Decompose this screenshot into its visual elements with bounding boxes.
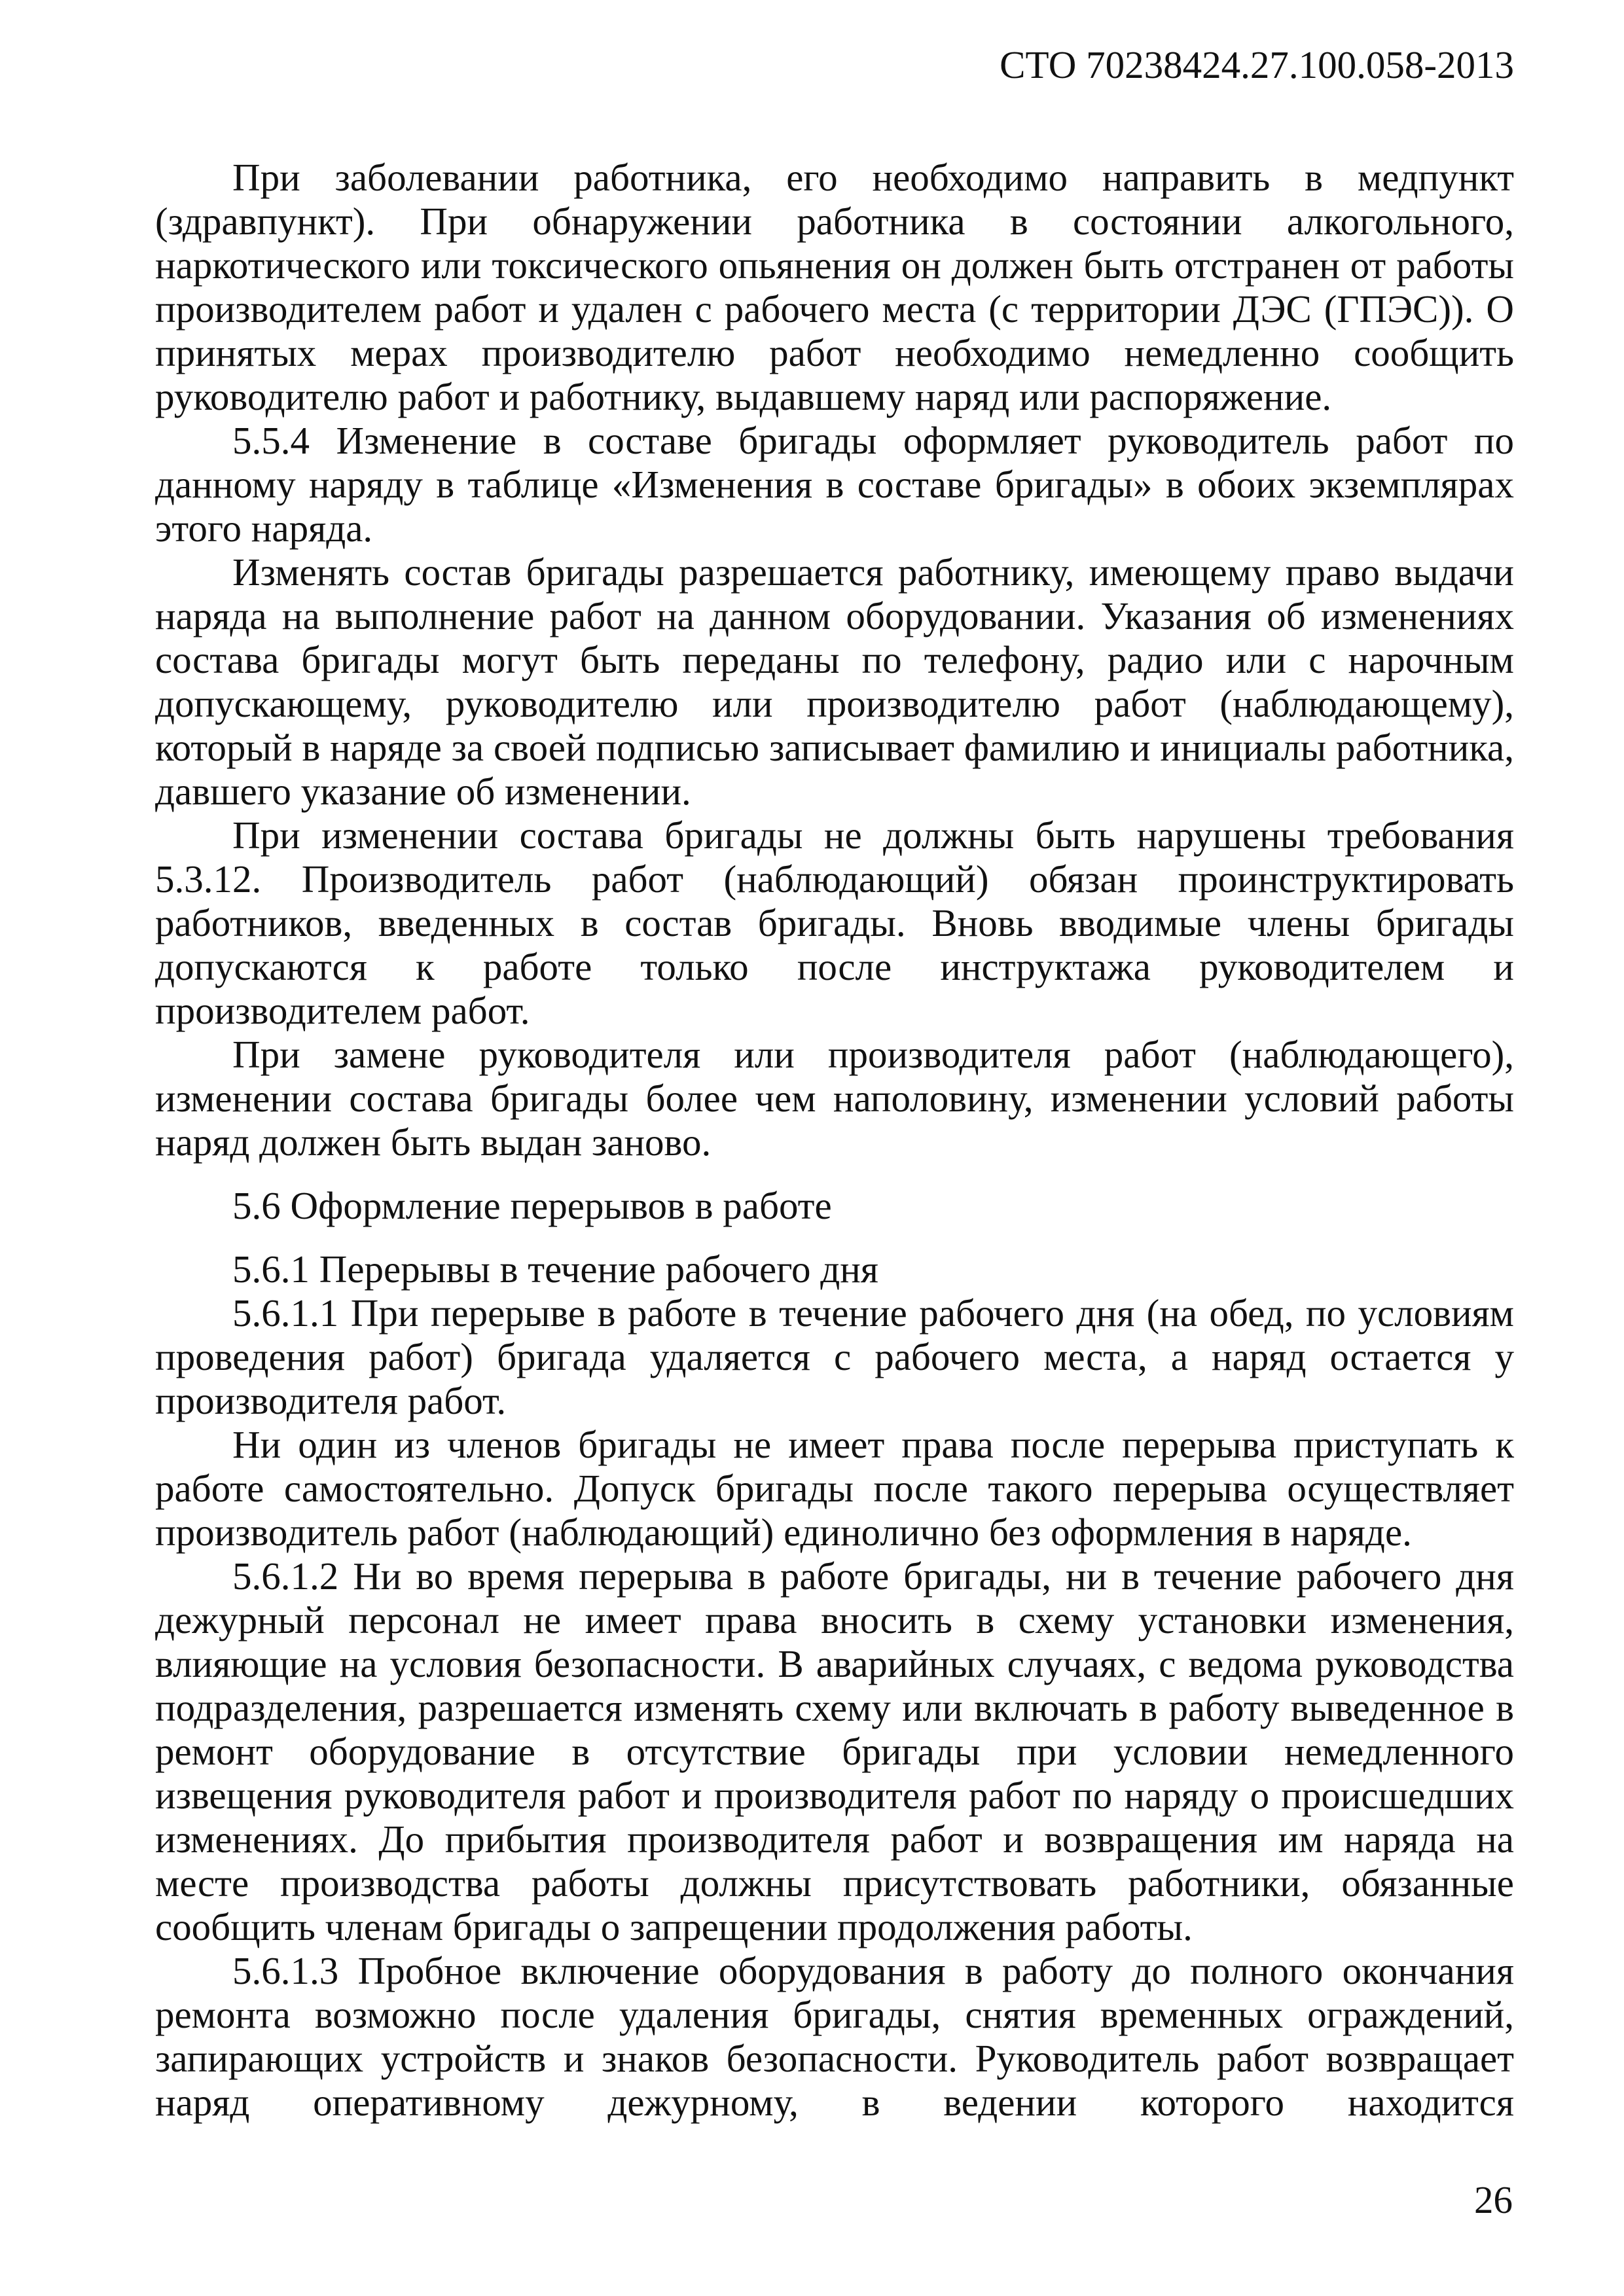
- section-heading-5-6: 5.6 Оформление перерывов в работе: [232, 1184, 832, 1227]
- clause-5-5-4: 5.5.4 Изменение в составе бригады оформляет руководитель работ по данному наряду в таблице «Изменения в составе бригады» в обоих экземплярах этого наряда.: [155, 419, 1514, 550]
- subsection-heading-5-6-1: 5.6.1 Перерывы в течение рабочего дня: [232, 1247, 878, 1291]
- clause-5-6-1-3: 5.6.1.3 Пробное включение оборудования в работу до полного окончания ремонта возможно после удаления бригады, снятия временных ограждений, запирающих устройств и знаков безопасности. Руководитель работ возвращает наряд оперативному дежурному, в ведении которого находится: [155, 1949, 1514, 2124]
- clause-5-6-1-1: 5.6.1.1 При перерыве в работе в течение рабочего дня (на обед, по условиям проведения работ) бригада удаляется с рабочего места, а наряд остается у производителя работ.: [155, 1291, 1514, 1422]
- page-number: 26: [1474, 2178, 1513, 2221]
- paragraph-reissue: При замене руководителя или производителя работ (наблюдающего), изменении состава бригады более чем наполовину, изменении условий работы наряд должен быть выдан заново.: [155, 1033, 1514, 1164]
- paragraph-admission-after-break: Ни один из членов бригады не имеет права после перерыва приступать к работе самостоятельно. Допуск бригады после такого перерыва осуществляет производитель работ (наблюдающий) единолично без оформления в наряде.: [155, 1423, 1514, 1554]
- paragraph-illness: При заболевании работника, его необходимо направить в медпункт (здравпункт). При обнаружении работника в состоянии алкогольного, наркотического или токсического опьянения он должен быть отстранен от работы производителем работ и удален с рабочего места (с территории ДЭС (ГПЭС)). О принятых мерах производителю работ необходимо немедленно сообщить руководителю работ и работнику, выдавшему наряд или распоряжение.: [155, 156, 1514, 418]
- paragraph-change-permission: Изменять состав бригады разрешается работнику, имеющему право выдачи наряда на выполнение работ на данном оборудовании. Указания об изменениях состава бригады могут быть переданы по телефону, радио или с нарочным допускающему, руководителю или производителю работ (наблюдающему), который в наряде за своей подписью записывает фамилию и инициалы работника, давшего указание об изменении.: [155, 550, 1514, 813]
- document-code: СТО 70238424.27.100.058-2013: [1000, 43, 1514, 86]
- paragraph-change-requirements: При изменении состава бригады не должны быть нарушены требования 5.3.12. Производитель работ (наблюдающий) обязан проинструктировать работников, введенных в состав бригады. Вновь вводимые члены бригады допускаются к работе только после инструктажа руководителем и производителем работ.: [155, 814, 1514, 1032]
- body-text: [155, 156, 1514, 2125]
- clause-5-6-1-2: 5.6.1.2 Ни во время перерыва в работе бригады, ни в течение рабочего дня дежурный персонал не имеет права вносить в схему установки изменения, влияющие на условия безопасности. В аварийных случаях, с ведома руководства подразделения, разрешается изменять схему или включать в работу выведенное в ремонт оборудование в отсутствие бригады при условии немедленного извещения руководителя работ и производителя работ по наряду о происшедших изменениях. До прибытия производителя работ и возвращения им наряда на месте производства работы должны присутствовать работники, обязанные сообщить членам бригады о запрещении продолжения работы.: [155, 1554, 1514, 1948]
